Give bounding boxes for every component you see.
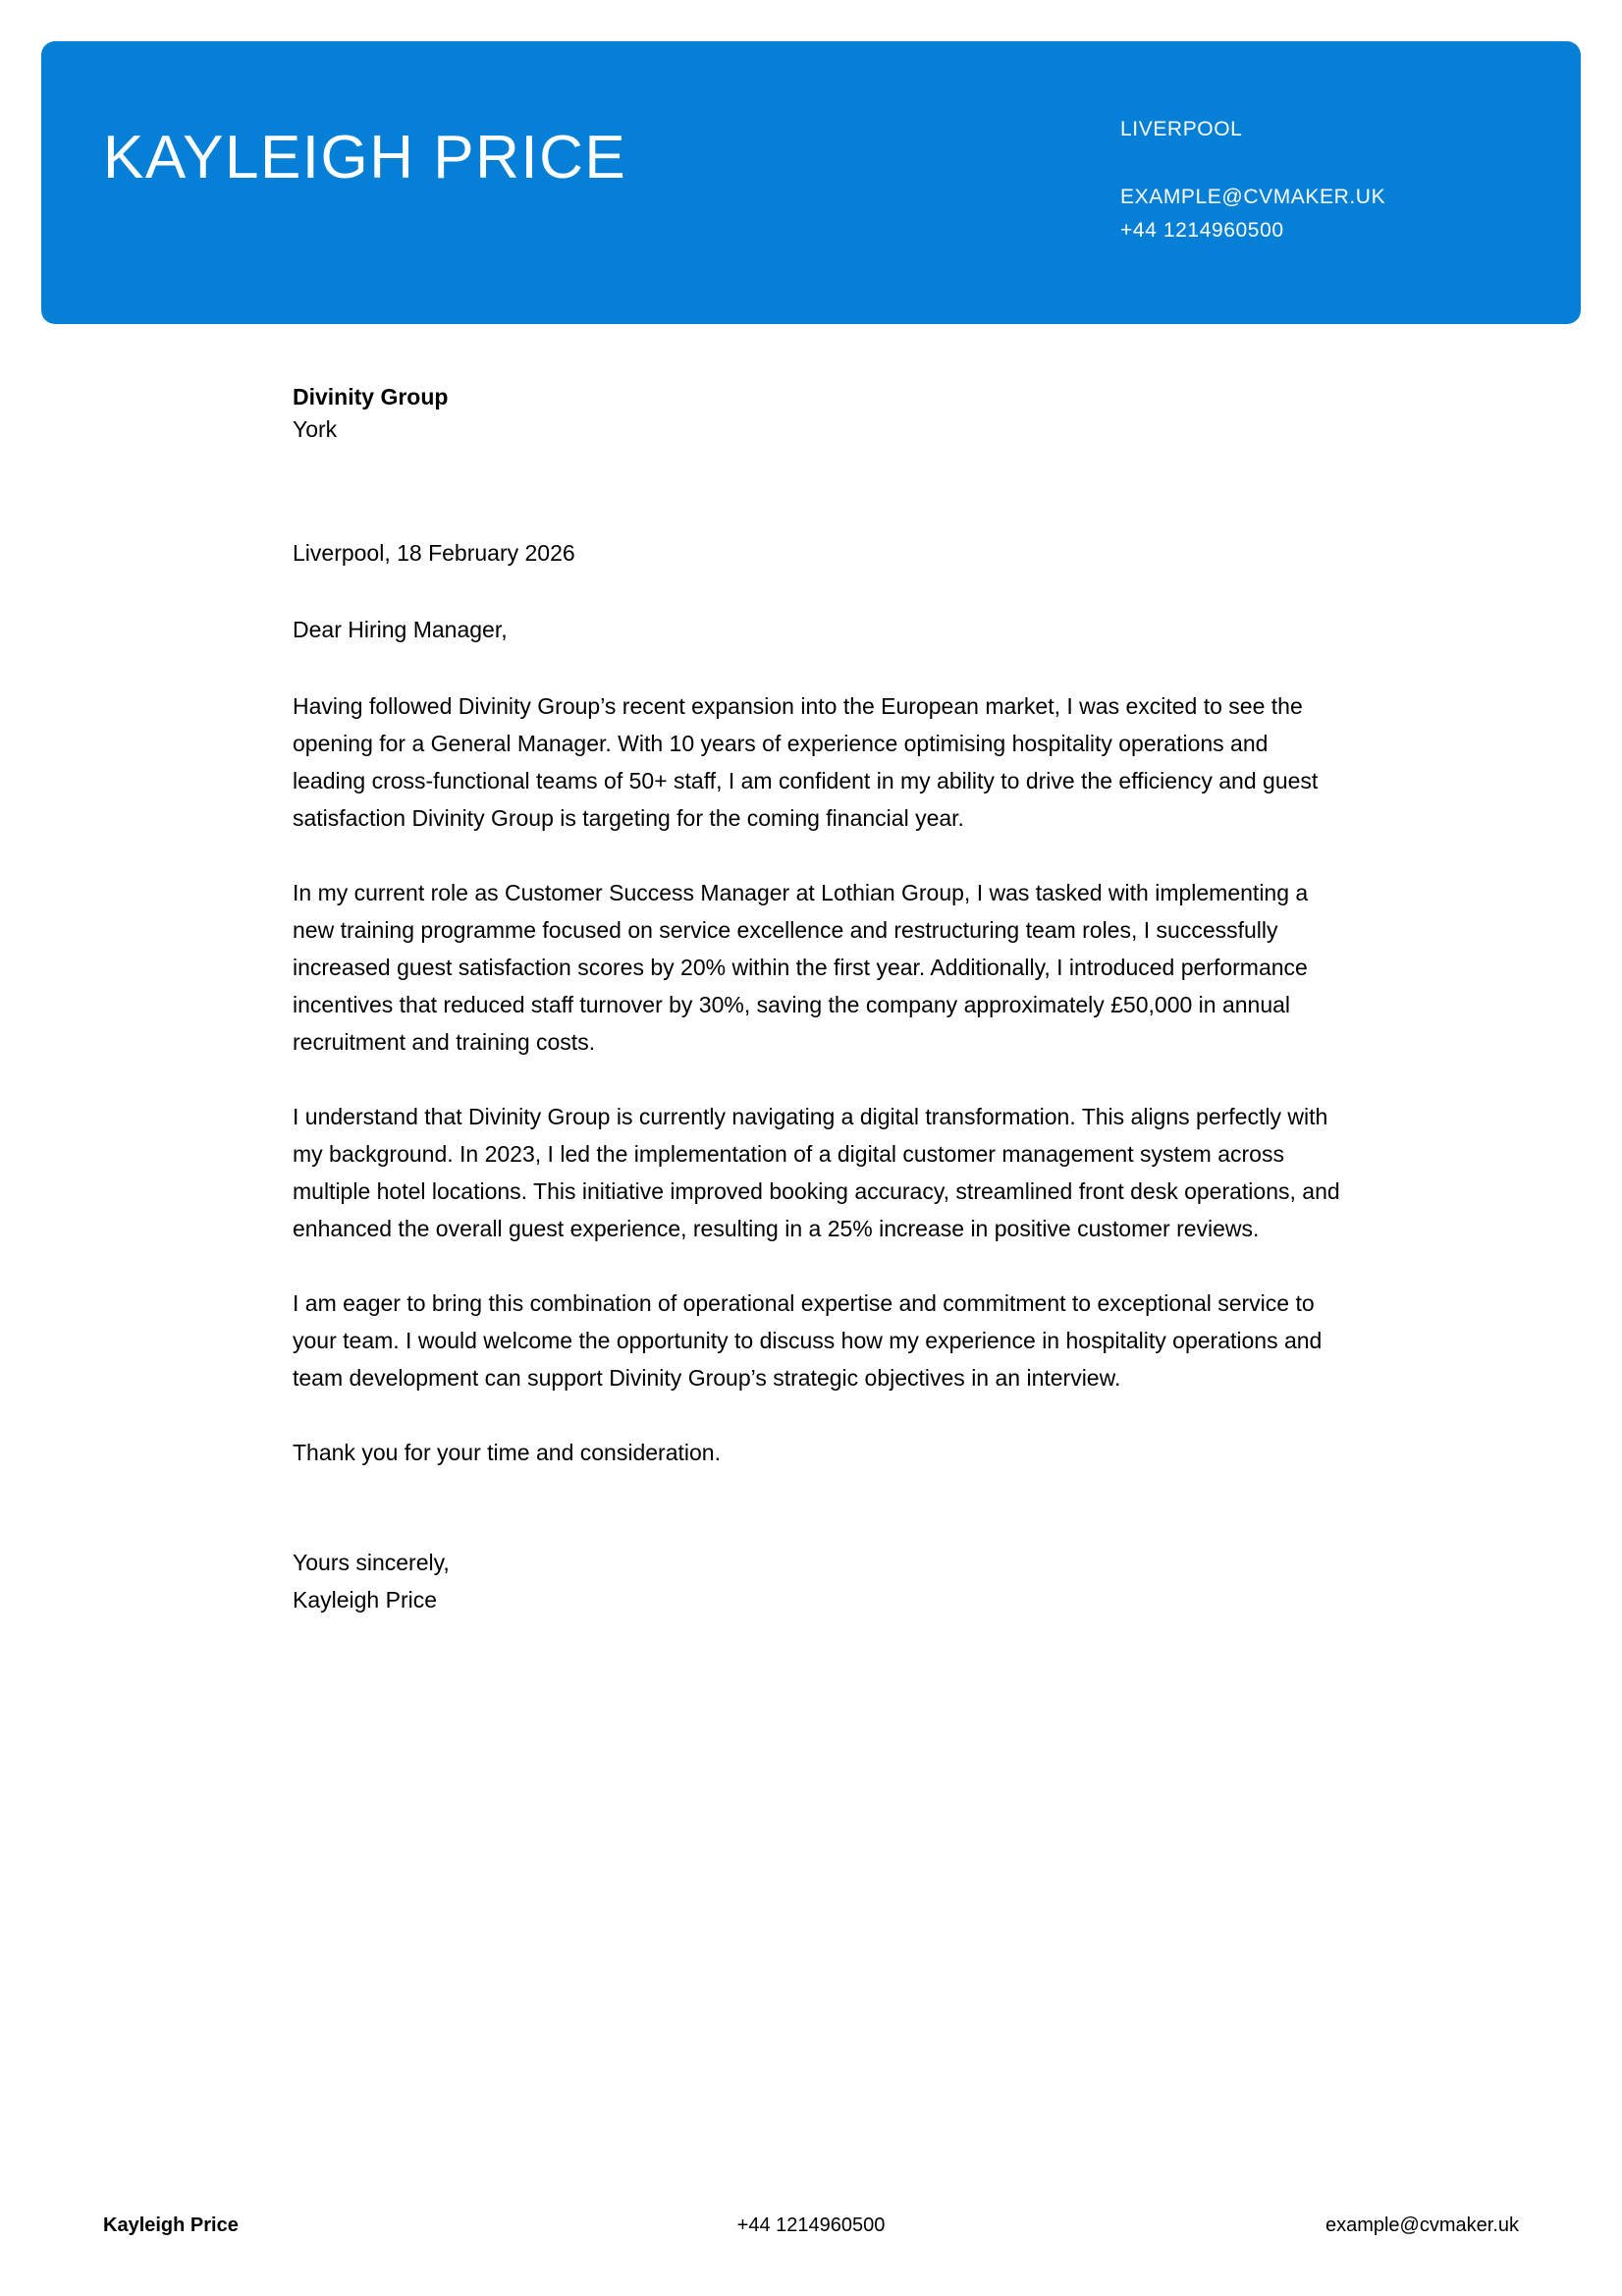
contact-phone[interactable]: +44 1214960500 <box>1120 219 1284 242</box>
contact-city: LIVERPOOL <box>1120 118 1243 140</box>
date-line: Liverpool, 18 February 2026 <box>293 540 575 566</box>
footer-email[interactable]: example@cvmaker.uk <box>1325 2214 1519 2236</box>
header-banner <box>41 41 1581 324</box>
closing-salutation: Yours sincerely, <box>293 1550 450 1575</box>
letter-paragraph: In my current role as Customer Success Manager at Lothian Group, I was tasked with implementing a new training programme focused on service excellence and restructuring team roles, I successfully increased guest satisfaction scores by 20% within the first year. Additionally, I introduced performance incentives that reduced staff turnover by 30%, saving the company approximately £50,000 in annual recruitment and training costs. <box>293 880 1309 1055</box>
signature-name: Kayleigh Price <box>293 1587 438 1613</box>
contact-email[interactable]: EXAMPLE@CVMAKER.UK <box>1120 186 1386 208</box>
recipient-company: Divinity Group <box>293 384 449 410</box>
signoff-block <box>293 1544 450 1618</box>
footer-phone[interactable]: +44 1214960500 <box>736 2214 886 2236</box>
letter-paragraph: I understand that Divinity Group is currently navigating a digital transformation. This aligns perfectly with my background. In 2023, I led the implementation of a digital customer management system across multiple hotel locations. This initiative improved booking accuracy, streamlined front desk operations, and enhanced the overall guest experience, resulting in a 25% increase in positive customer reviews. <box>293 1104 1340 1241</box>
page-footer <box>0 2206 1622 2245</box>
applicant-name: KAYLEIGH PRICE <box>103 124 627 191</box>
recipient-block <box>293 381 1345 446</box>
recipient-city: York <box>293 416 338 442</box>
header-contact-block <box>1120 119 1533 253</box>
letter-paragraph: Having followed Divinity Group’s recent expansion into the European market, I was excited to see the opening for a General Manager. With 10 years of experience optimising hospitality operations and leading cross-functional teams of 50+ staff, I am confident in my ability to drive the efficiency and guest satisfaction Divinity Group is targeting for the coming financial year. <box>293 693 1319 831</box>
letter-paragraphs <box>293 687 1345 1508</box>
letter-paragraph: Thank you for your time and consideration. <box>293 1440 721 1465</box>
salutation: Dear Hiring Manager, <box>293 617 508 642</box>
footer-name: Kayleigh Price <box>103 2214 239 2236</box>
letter-paragraph: I am eager to bring this combination of operational expertise and commitment to exceptional service to your team. I would welcome the opportunity to discuss how my experience in hospitality operations and team development can support Divinity Group’s strategic objectives in an interview. <box>293 1290 1323 1391</box>
